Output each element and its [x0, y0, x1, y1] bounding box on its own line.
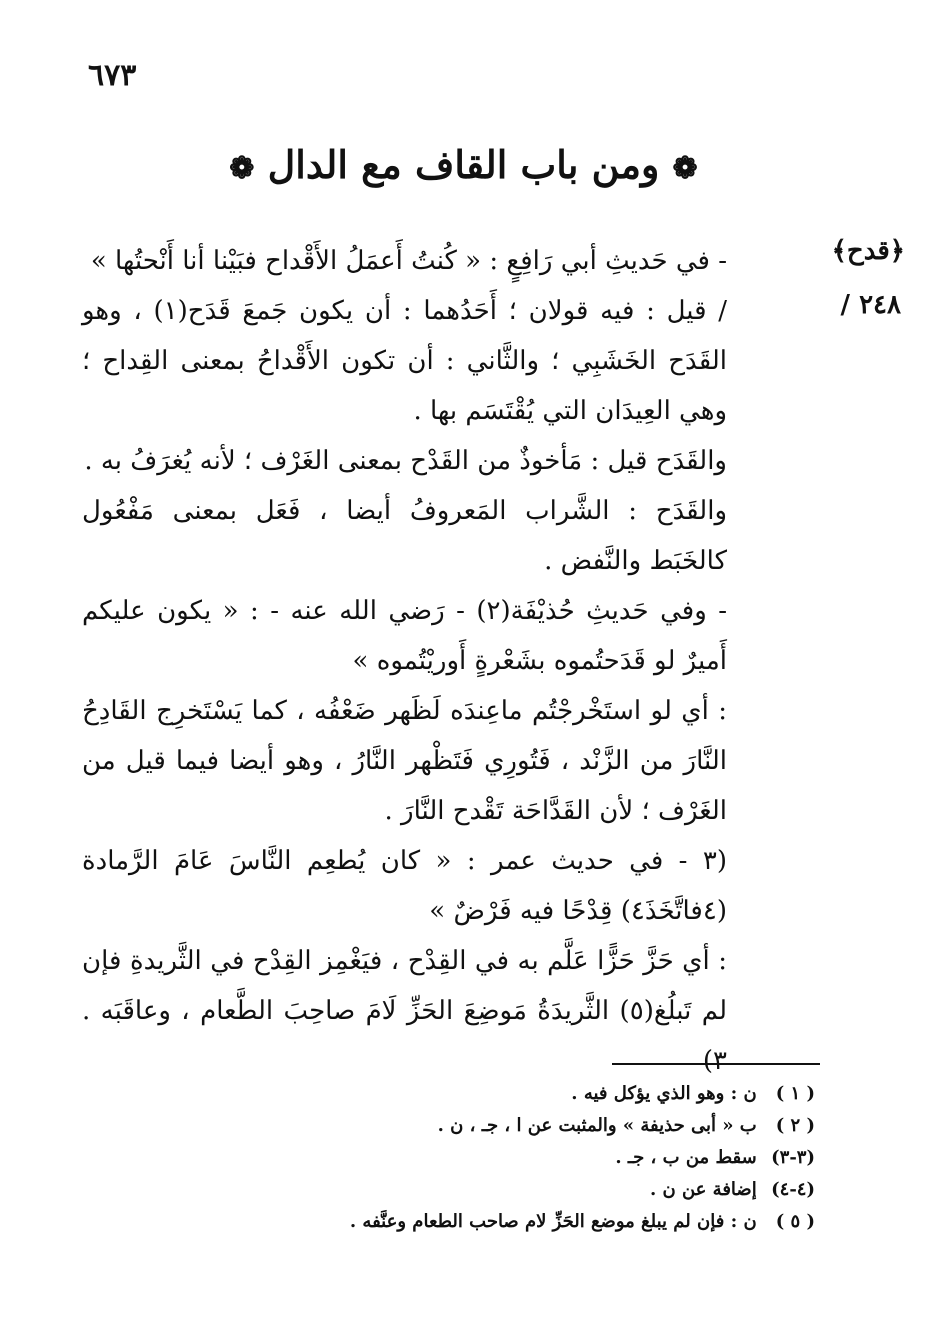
paragraph: : أي لو استَخْرجْتُم ماعِندَه لَظَهر ضَعْفُه ، كما يَسْتَخرِج القَادِحُ النَّارَ من الزَّنْد ، فَتُورِي فَتَظْهر النَّارُ ، وهو أيضا فيما قيل من الغَرْف ؛ لأن القَدَّاحَة تَقْدح النَّارَ . — [82, 696, 727, 826]
footnote-divider — [612, 1063, 820, 1065]
footnote-number: ( ٢ ) — [775, 1115, 815, 1136]
chapter-title-block — [0, 142, 927, 187]
footnote-text: إضافة عن ن . — [649, 1179, 757, 1200]
footnote — [215, 1142, 815, 1174]
footnotes — [215, 1078, 815, 1238]
margin-keyword: ﴿قدح﴾ — [831, 236, 905, 266]
footnote — [215, 1174, 815, 1206]
page-number: ٦٧٣ — [88, 58, 137, 93]
footnote-text: ن : فإن لم يبلغ موضع الحَزِّ لام صاحب الطعام وعنَّفه . — [349, 1211, 757, 1232]
main-text — [82, 236, 727, 1086]
footnote-text: ن : وهو الذي يؤكل فيه . — [571, 1083, 757, 1104]
paragraph: - وفي حَديثِ حُذيْفَة(٢) - رَضي الله عنه - : « يكون عليكم أَميرٌ لو قَدَحتُموه بشَعْرةٍ أَوريْتُموه » — [82, 596, 727, 676]
paragraph: - في حَديثِ أبي رَافِعٍ : « كُنتُ أَعمَلُ الأَقْداح فبَيْنا أنا أَنْحتُها » — [90, 246, 727, 276]
footnote-number: (٤-٤) — [771, 1179, 815, 1200]
footnote — [215, 1206, 815, 1238]
paragraph: : أي حَزَّ حَزًّا عَلَّم به في القِدْح ، فيَغْمِز القِدْح في الثَّريدةِ فإن لم تَبلُغ(٥) الثَّريدَةُ مَوضِعَ الحَزِّ لَامَ صاحِبَ الطَّعام ، وعاقَبَه . ٣) — [82, 946, 728, 1076]
footnote-number: ( ٥ ) — [775, 1211, 815, 1232]
margin-folio: ٢٤٨ / — [840, 290, 901, 320]
footnote-number: (٣-٣) — [771, 1147, 815, 1168]
paragraph: / قيل : فيه قولان ؛ أَحَدُهما : أن يكون جَمعَ قَدَح(١) ، وهو القَدَح الخَشَبِي ؛ والثَّاني : أن تكون الأَقْداحُ بمعنى القِداح ؛ وهي العِيدَان التي يُقْتَسَم بها . — [82, 296, 728, 426]
paragraph: والقَدَح قيل : مَأخوذٌ من القَدْح بمعنى الغَرْف ؛ لأنه يُغرَفُ به . — [84, 446, 727, 476]
ornament-left-icon: ❁ — [229, 151, 255, 186]
footnote — [215, 1078, 815, 1110]
chapter-title: ومن باب القاف مع الدال — [267, 142, 660, 187]
footnote — [215, 1110, 815, 1142]
footnote-number: ( ١ ) — [775, 1083, 815, 1104]
paragraph: والقَدَح : الشَّراب المَعروفُ أيضا ، فَعَل بمعنى مَفْعُول كالخَبَط والنَّفض . — [82, 496, 727, 576]
footnote-text: سقط من ب ، جـ . — [615, 1147, 757, 1168]
paragraph: (٣ - في حديث عمر : « كان يُطعِم النَّاسَ عَامَ الرَّمادة (٤فاتَّخَذَ٤) قِدْحًا فيه فَرْضٌ » — [82, 846, 727, 926]
footnote-text: ب « أبى حذيفة » والمثبت عن ا ، جـ ، ن . — [437, 1115, 757, 1136]
ornament-right-icon: ❁ — [672, 151, 698, 186]
